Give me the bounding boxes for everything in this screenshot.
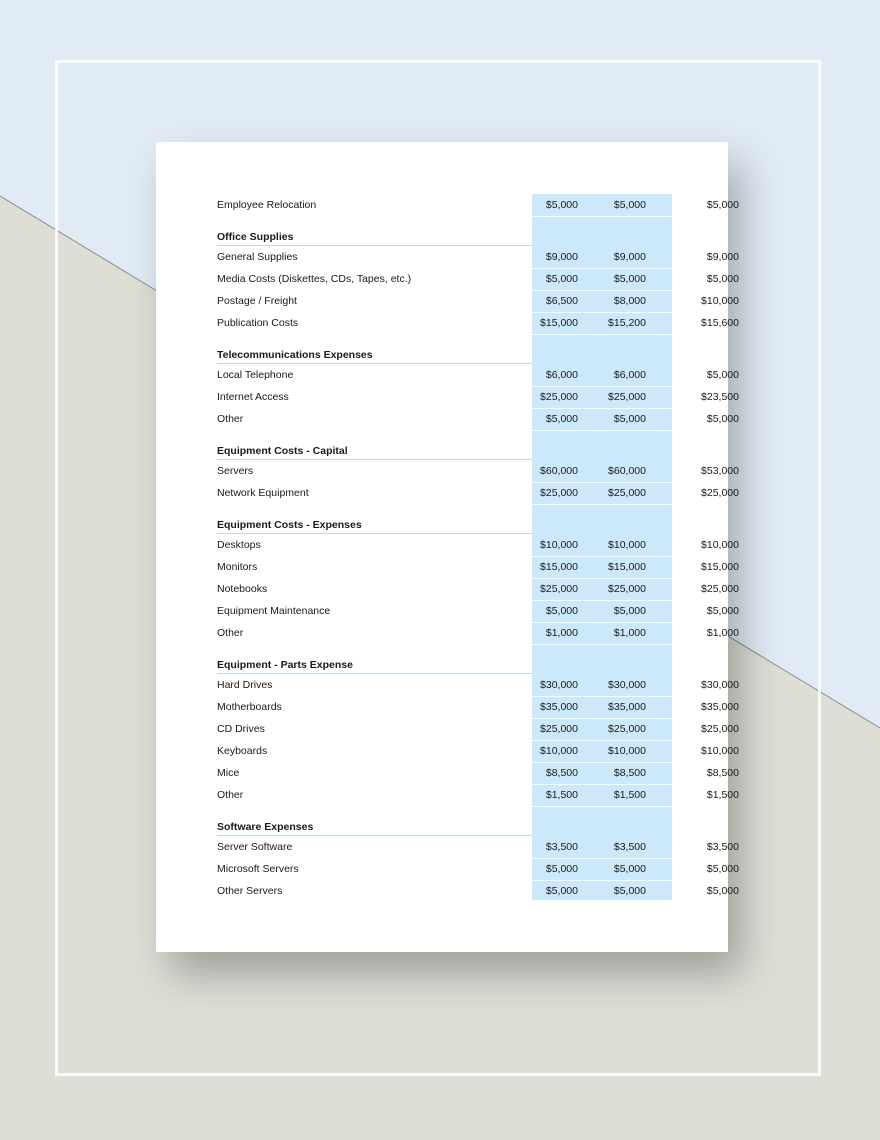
- row-label: Internet Access: [217, 391, 289, 403]
- value-col-1: $6,000: [545, 369, 578, 381]
- table-row: [217, 460, 739, 483]
- value-col-2: $25,000: [608, 583, 646, 595]
- value-col-2: $30,000: [608, 679, 646, 691]
- table-row: [217, 482, 739, 505]
- value-col-1: $15,000: [540, 317, 578, 329]
- table-row: [217, 762, 739, 785]
- section-header: [217, 656, 672, 674]
- row-label: Other: [217, 413, 244, 425]
- value-col-1: $25,000: [540, 391, 578, 403]
- value-col-2: $5,000: [613, 273, 646, 285]
- value-col-3: $9,000: [706, 251, 739, 263]
- value-col-3: $15,600: [701, 317, 739, 329]
- row-label: Mice: [217, 767, 240, 779]
- value-col-1: $25,000: [540, 487, 578, 499]
- value-col-2: $1,000: [613, 627, 646, 639]
- row-label: Other: [217, 627, 244, 639]
- table-row: [217, 880, 739, 903]
- table-row: [217, 386, 739, 409]
- value-col-2: $5,000: [613, 885, 646, 897]
- row-label: Publication Costs: [217, 317, 299, 329]
- table-row: [217, 600, 739, 623]
- row-label: Desktops: [217, 539, 261, 551]
- value-col-1: $1,000: [545, 627, 578, 639]
- row-label: Keyboards: [217, 745, 268, 757]
- value-col-2: $10,000: [608, 745, 646, 757]
- row-label: Postage / Freight: [217, 295, 297, 307]
- table-row: [217, 364, 739, 387]
- table-row: [217, 740, 739, 763]
- table-row: [217, 578, 739, 601]
- row-label: Motherboards: [217, 701, 282, 713]
- value-col-3: $3,500: [706, 841, 739, 853]
- value-col-3: $53,000: [701, 465, 739, 477]
- table-row: [217, 622, 739, 645]
- value-col-1: $5,000: [545, 605, 578, 617]
- value-col-3: $23,500: [701, 391, 739, 403]
- row-label: Microsoft Servers: [217, 863, 299, 875]
- value-col-1: $3,500: [545, 841, 578, 853]
- table-row: [217, 312, 739, 335]
- section-header: [217, 516, 672, 534]
- value-col-3: $5,000: [706, 885, 739, 897]
- value-col-3: $5,000: [706, 863, 739, 875]
- value-col-2: $25,000: [608, 391, 646, 403]
- value-col-1: $5,000: [545, 863, 578, 875]
- value-col-3: $25,000: [701, 583, 739, 595]
- value-col-2: $15,200: [608, 317, 646, 329]
- value-col-3: $5,000: [706, 413, 739, 425]
- value-col-3: $5,000: [706, 605, 739, 617]
- value-col-3: $25,000: [701, 487, 739, 499]
- value-col-3: $8,500: [706, 767, 739, 779]
- value-col-3: $1,000: [706, 627, 739, 639]
- row-label: General Supplies: [217, 251, 298, 263]
- value-col-1: $5,000: [545, 885, 578, 897]
- value-col-1: $5,000: [545, 199, 578, 211]
- table-row: [217, 696, 739, 719]
- value-col-2: $5,000: [613, 863, 646, 875]
- row-label: Servers: [217, 465, 254, 477]
- table-row: [217, 674, 739, 697]
- value-col-1: $15,000: [540, 561, 578, 573]
- value-col-3: $15,000: [701, 561, 739, 573]
- value-col-2: $25,000: [608, 723, 646, 735]
- value-col-3: $5,000: [706, 273, 739, 285]
- value-col-2: $10,000: [608, 539, 646, 551]
- value-col-1: $10,000: [540, 539, 578, 551]
- table-row: [217, 268, 739, 291]
- row-label: CD Drives: [217, 723, 265, 735]
- table-row: [217, 836, 739, 859]
- value-col-1: $5,000: [545, 273, 578, 285]
- value-col-3: $10,000: [701, 539, 739, 551]
- value-col-2: $8,000: [613, 295, 646, 307]
- value-col-3: $35,000: [701, 701, 739, 713]
- table-row: [217, 246, 739, 269]
- value-col-3: $10,000: [701, 745, 739, 757]
- value-col-1: $10,000: [540, 745, 578, 757]
- section-title: Equipment Costs - Capital: [217, 445, 348, 457]
- value-col-2: $5,000: [613, 199, 646, 211]
- row-label: Media Costs (Diskettes, CDs, Tapes, etc.): [217, 273, 412, 285]
- table-row: [217, 718, 739, 741]
- row-label: Network Equipment: [217, 487, 309, 499]
- section-title: Office Supplies: [217, 231, 294, 243]
- value-col-2: $5,000: [613, 605, 646, 617]
- section-header: [217, 442, 672, 460]
- value-col-1: $1,500: [545, 789, 578, 801]
- row-label: Equipment Maintenance: [217, 605, 331, 617]
- section-title: Equipment - Parts Expense: [217, 659, 353, 671]
- value-col-1: $9,000: [545, 251, 578, 263]
- value-col-2: $60,000: [608, 465, 646, 477]
- value-col-2: $3,500: [613, 841, 646, 853]
- value-col-3: $5,000: [706, 369, 739, 381]
- table-row: [217, 408, 739, 431]
- value-col-2: $5,000: [613, 413, 646, 425]
- row-label: Server Software: [217, 841, 293, 853]
- value-col-2: $1,500: [613, 789, 646, 801]
- value-col-1: $8,500: [545, 767, 578, 779]
- value-col-2: $15,000: [608, 561, 646, 573]
- value-col-2: $35,000: [608, 701, 646, 713]
- value-col-1: $25,000: [540, 723, 578, 735]
- row-label: Monitors: [217, 561, 258, 573]
- section-title: Software Expenses: [217, 821, 314, 833]
- value-col-2: $6,000: [613, 369, 646, 381]
- section-header: [217, 346, 672, 364]
- row-label: Notebooks: [217, 583, 268, 595]
- table-row: [217, 194, 739, 217]
- table-row: [217, 534, 739, 557]
- value-col-1: $35,000: [540, 701, 578, 713]
- row-label: Other Servers: [217, 885, 283, 897]
- value-col-1: $25,000: [540, 583, 578, 595]
- row-label: Local Telephone: [217, 369, 294, 381]
- value-col-3: $1,500: [706, 789, 739, 801]
- value-col-2: $8,500: [613, 767, 646, 779]
- value-col-2: $9,000: [613, 251, 646, 263]
- value-col-3: $10,000: [701, 295, 739, 307]
- row-label: Other: [217, 789, 244, 801]
- table-row: [217, 784, 739, 807]
- value-col-2: $25,000: [608, 487, 646, 499]
- row-label: Hard Drives: [217, 679, 273, 691]
- section-title: Equipment Costs - Expenses: [217, 519, 362, 531]
- table-row: [217, 858, 739, 881]
- value-col-1: $6,500: [545, 295, 578, 307]
- value-col-1: $60,000: [540, 465, 578, 477]
- row-label: Employee Relocation: [217, 199, 317, 211]
- value-col-3: $30,000: [701, 679, 739, 691]
- value-col-3: $25,000: [701, 723, 739, 735]
- section-header: [217, 228, 672, 246]
- value-col-3: $5,000: [706, 199, 739, 211]
- table-row: [217, 290, 739, 313]
- document-page: [156, 142, 739, 952]
- table-row: [217, 556, 739, 579]
- value-col-1: $5,000: [545, 413, 578, 425]
- section-header: [217, 818, 672, 836]
- section-title: Telecommunications Expenses: [217, 349, 373, 361]
- value-col-1: $30,000: [540, 679, 578, 691]
